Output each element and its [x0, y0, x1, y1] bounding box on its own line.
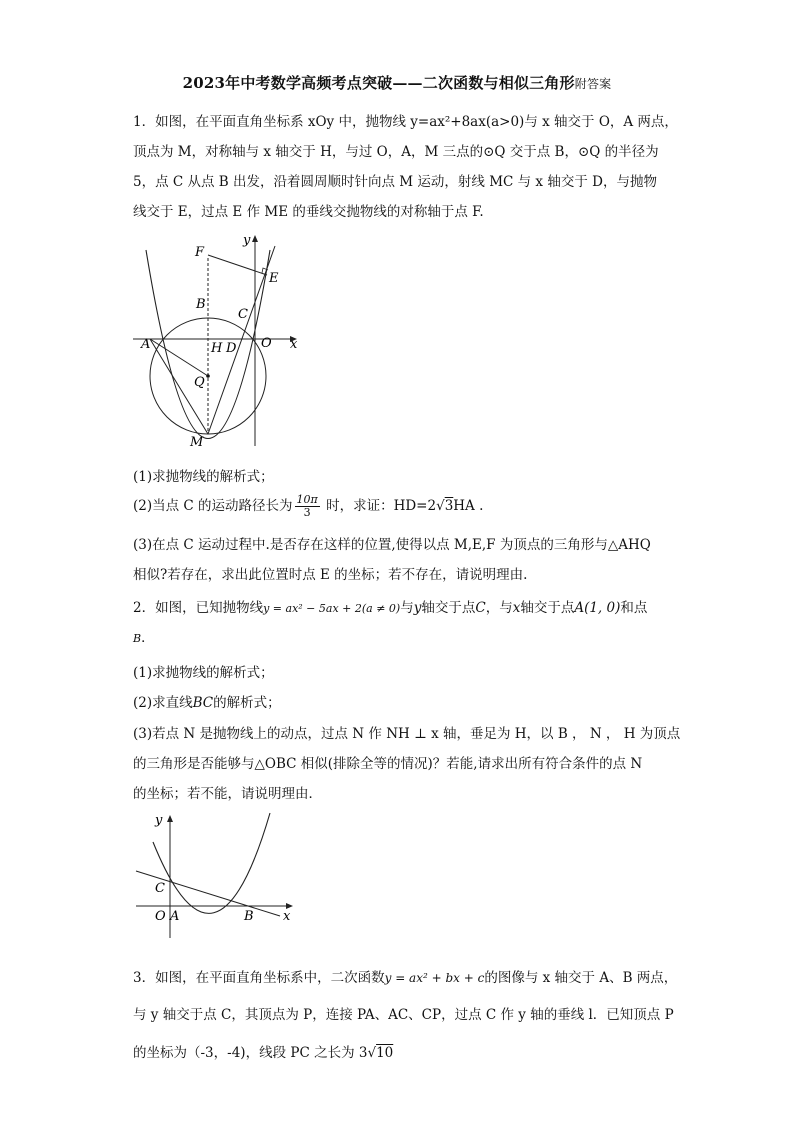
q2-part-1: (1)求抛物线的解析式；: [133, 665, 274, 681]
q2-label-O: O: [155, 909, 166, 924]
q3-sqrt: √10: [367, 1045, 394, 1061]
q2-label-y: y: [155, 813, 163, 828]
q2-var-y: y: [413, 600, 422, 616]
q1-label-x: x: [290, 337, 298, 352]
q1-line-1: 1．如图，在平面直角坐标系 xOy 中，抛物线 y=ax²+8ax(a>0)与 x 轴交于 O，A 两点，: [133, 114, 678, 130]
q2-text-c: 轴交于点: [421, 600, 476, 616]
q3-line-3: [133, 1041, 393, 1061]
q1-line-2: 顶点为 M，对称轴与 x 轴交于 H，与过 O，A，M 三点的⊙Q 交于点 B，⊙Q 的半径为: [133, 144, 659, 160]
q3-line-2: 与 y 轴交于点 C，其顶点为 P，连接 PA、AC、CP，过点 C 作 y 轴的垂线 l．已知顶点 P: [133, 1007, 674, 1023]
q3-equation: y = ax² + bx + c: [384, 971, 485, 985]
q1-label-D: D: [226, 341, 237, 356]
q1-sqrt: √3: [436, 498, 454, 514]
q2-part-3-line-2: 的三角形是否能够与△OBC 相似(排除全等的情况)？若能,请求出所有符合条件的点 N: [133, 756, 643, 772]
document-title: [0, 72, 794, 93]
q1-label-H: H: [211, 341, 223, 356]
q1-segment-fe: [208, 255, 267, 275]
q2-text-f: 和点: [620, 600, 648, 616]
q2-line-2: [133, 626, 155, 646]
q2-part-3-line-3: 的坐标；若不能，请说明理由．: [133, 786, 322, 802]
q3-line-1: [133, 966, 677, 986]
q1-label-O: O: [261, 336, 272, 351]
q2-part-2: [133, 691, 281, 711]
q1-label-y: y: [243, 233, 251, 248]
q1-label-B: B: [196, 297, 206, 312]
q1-label-M: M: [190, 435, 204, 450]
q1-line-4: 线交于 E，过点 E 作 ME 的垂线交抛物线的对称轴于点 F.: [133, 204, 484, 220]
title-suffix: 附答案: [574, 77, 612, 91]
q2-line-1: [133, 596, 647, 616]
q2-line-2-end: ．: [141, 630, 155, 646]
q1-part-3-line-2: 相似?若存在，求出此位置时点 E 的坐标；若不存在，请说明理由.: [133, 567, 528, 583]
q1-y-arrow: [252, 235, 258, 242]
q1-part-2-text-b: 时，求证：HD=2: [326, 498, 437, 514]
q1-label-C: C: [238, 307, 248, 322]
q2-label-A: A: [170, 909, 180, 924]
q2-point-b: B: [133, 632, 142, 645]
q2-line-bc: BC: [192, 695, 214, 711]
q2-text-d: ，与: [485, 600, 513, 616]
q2-part-2-text-a: (2)求直线: [133, 695, 193, 711]
q2-parabola: [153, 813, 270, 913]
q2-equation: y = ax² − 5ax + 2(a ≠ 0): [263, 602, 401, 615]
title-text: 2023年中考数学高频考点突破——二次函数与相似三角形: [182, 74, 575, 92]
q1-fraction-den: 3: [303, 506, 311, 519]
q3-text-a: 3．如图，在平面直角坐标系中，二次函数: [133, 970, 385, 986]
q2-point-a: A(1, 0): [574, 600, 621, 616]
q1-segment-aq: [150, 339, 208, 376]
q3-sqrt-value: 10: [376, 1045, 394, 1061]
q3-text-c: 的坐标为（-3，-4)，线段 PC 之长为 3: [133, 1045, 368, 1061]
q2-text-a: 2．如图，已知抛物线: [133, 600, 264, 616]
q2-text-b: 与: [400, 600, 414, 616]
q2-var-x: x: [512, 600, 521, 616]
q1-label-F: F: [195, 245, 205, 260]
q2-part-3-line-1: (3)若点 N 是抛物线上的动点，过点 N 作 NH ⊥ x 轴，垂足为 H，以 B ， N ， H 为顶点: [133, 726, 681, 742]
q1-fraction-num: 10π: [296, 493, 318, 506]
q2-label-B: B: [244, 909, 254, 924]
q1-point-q: [206, 374, 210, 378]
q1-fraction: [295, 494, 320, 519]
q2-point-c: C: [475, 600, 486, 616]
q2-y-arrow: [167, 815, 173, 822]
q1-label-E: E: [269, 271, 279, 286]
q2-label-x: x: [283, 909, 291, 924]
q1-part-2: [133, 494, 483, 519]
q1-part-2-text-a: (2)当点 C 的运动路径长为: [133, 498, 293, 514]
q3-text-b: 的图像与 x 轴交于 A、B 两点，: [484, 970, 678, 986]
q1-part-2-text-c: HA .: [453, 498, 484, 514]
q2-part-2-text-b: 的解析式；: [213, 695, 281, 711]
q2-label-C: C: [155, 881, 165, 896]
q1-label-Q: Q: [194, 375, 205, 390]
q2-text-e: 轴交于点: [520, 600, 575, 616]
q1-line-3: 5，点 C 从点 B 出发，沿着圆周顺时针向点 M 运动，射线 MC 与 x 轴交于 D，与抛物: [133, 174, 657, 190]
q1-part-3-line-1: (3)在点 C 运动过程中.是否存在这样的位置,使得以点 M,E,F 为顶点的三角形与△AHQ: [133, 537, 651, 553]
q1-figure: [125, 228, 310, 453]
q1-label-A: A: [141, 337, 151, 352]
q1-sqrt-value: 3: [444, 498, 454, 514]
q1-part-1: (1)求抛物线的解析式；: [133, 469, 274, 485]
q2-figure: [130, 808, 300, 943]
